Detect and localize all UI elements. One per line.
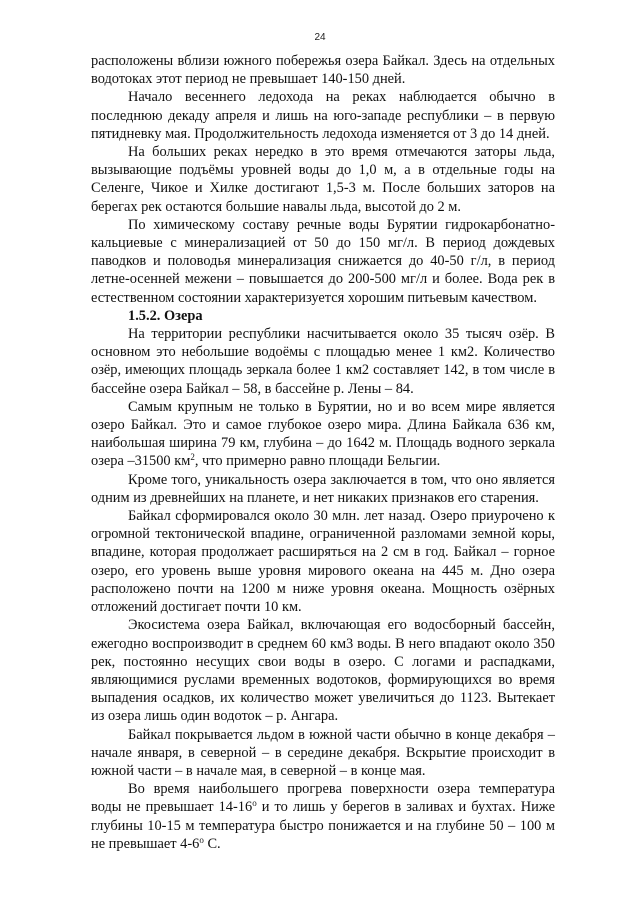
text-span: Самым крупным не только в Бурятии, но и во всем мире является озеро Байкал. Это и самое глубокое озеро мира. Длина Байкала 636 км, наибольшая ширина 79 км, глубина – до 1642 м. Площадь водного зеркала озера –31500 км <box>91 398 555 470</box>
paragraph-uniqueness: Кроме того, уникальность озера заключается в том, что оно является одним из древнейших на планете, и нет никаких признаков его старения. <box>91 471 555 506</box>
paragraph-ice-cover: Байкал покрывается льдом в южной части обычно в конце декабря – начале января, в северной – в середине декабря. Вскрытие происходит в южной части – в начале мая, в северной – в конце мая. <box>91 726 555 779</box>
paragraph-ecosystem: Экосистема озера Байкал, включающая его водосборный бассейн, ежегодно воспроизводит в среднем 60 км3 воды. В него впадают около 350 рек, постоянно несущих свои воды в озеро. С логами и распадками, являющимися руслами временных водотоков, формирующихся во время выпадения осадков, их количество может увеличиться до 1123. Вытекает из озера лишь один водоток – р. Ангара. <box>91 617 555 725</box>
paragraph-temperature <box>91 780 555 853</box>
paragraph-ice-jams: На больших реках нередко в это время отмечаются заторы льда, вызывающие подъёмы уровней воды до 1,0 м, а в отдельные годы на Селенге, Чикое и Хилке достигают 1,5-3 м. После больших заторов на берегах рек остаются большие навалы льда, высотой до 2 м. <box>91 144 555 215</box>
paragraph-formation: Байкал сформировался около 30 млн. лет назад. Озеро приурочено к огромной тектонической впадине, ограниченной разломами земной коры, впадине, которая продолжает расширяться на 2 см в год. Байкал – горное озеро, его уровень выше уровня мирового океана на 445 м. Дно озера расположено почти на 1200 м ниже уровня океана. Мощность озёрных отложений достигает почти 10 км. <box>91 508 555 616</box>
document-body <box>91 52 555 853</box>
paragraph-lake-count: На территории республики насчитывается около 35 тысяч озёр. В основном это небольшие водоёмы с площадью менее 1 км2. Количество озёр, имеющих площадь зеркала более 1 км2 составляет 142, в том числе в бассейне озера Байкал – 58, в бассейне р. Лены – 84. <box>91 326 555 397</box>
text-span: Во время наибольшего прогрева поверхности озера температура воды не превышает 14-16 <box>91 781 555 816</box>
text-span: и то лишь у берегов в заливах и бухтах. Ниже глубины 10-15 м температура быстро понижается и на глубине 50 – 100 м не превышает 4-6 <box>91 799 555 852</box>
paragraph-chemistry: По химическому составу речные воды Бурятии гидрокарбонатно-кальциевые с минерализацией от 50 до 150 мг/л. В период дождевых паводков и половодья минерализация снижается до 40-50 г/л, в период летне-осенней межени – повышается до 200-500 мг/л и более. Вода рек в естественном состоянии характеризуется хорошим питьевым качеством. <box>91 216 555 306</box>
superscript: 2 <box>190 452 195 463</box>
degree-superscript: о <box>199 834 204 845</box>
paragraph-continuation: расположены вблизи южного побережья озера Байкал. Здесь на отдельных водотоках этот период не превышает 140-150 дней. <box>91 53 555 88</box>
text-span: С. <box>203 835 221 852</box>
text-span: , что примерно равно площади Бельгии. <box>194 453 441 470</box>
page-number: 24 <box>314 32 326 43</box>
section-heading-lakes: 1.5.2. Озера <box>128 307 203 324</box>
degree-superscript: о <box>252 798 257 809</box>
paragraph-baikal-size <box>91 398 555 471</box>
paragraph-ice-drift: Начало весеннего ледохода на реках наблюдается обычно в последнюю декаду апреля и лишь на юго-западе республики – в первую пятидневку мая. Продолжительность ледохода изменяется от 3 до 14 дней. <box>91 89 555 142</box>
